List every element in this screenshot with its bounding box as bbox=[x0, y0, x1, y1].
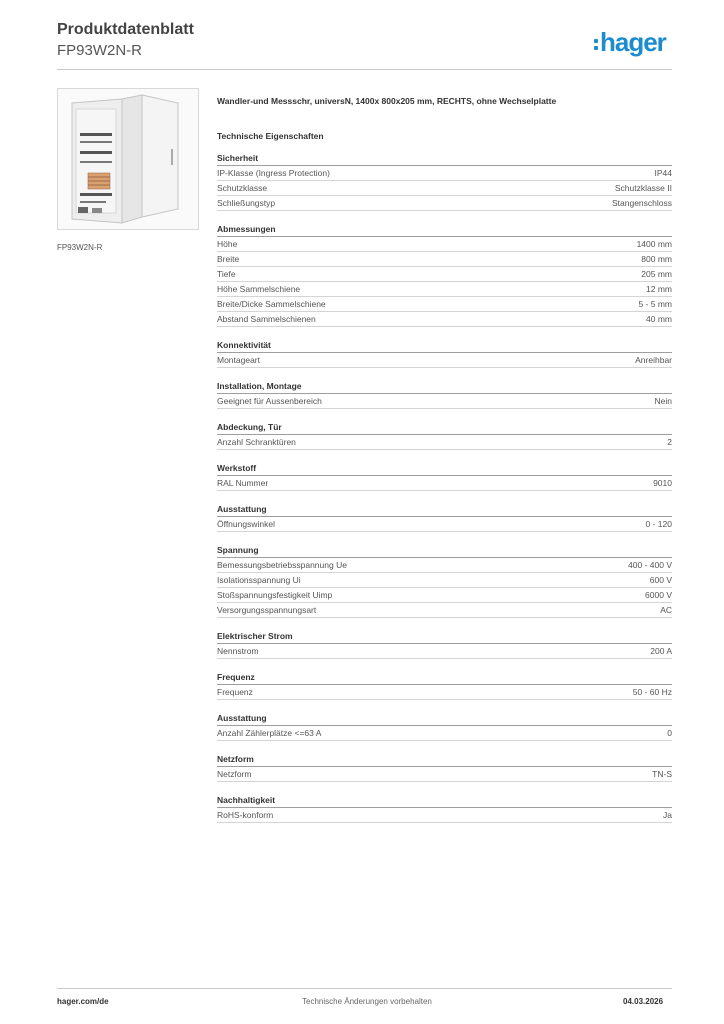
property-label: Frequenz bbox=[217, 687, 253, 697]
property-row bbox=[217, 196, 672, 211]
group-title: Spannung bbox=[217, 544, 672, 558]
property-label: Breite bbox=[217, 254, 240, 264]
property-row bbox=[217, 435, 672, 450]
property-value: Stangenschloss bbox=[611, 198, 672, 208]
property-row bbox=[217, 573, 672, 588]
property-group bbox=[217, 339, 672, 368]
group-title: Abmessungen bbox=[217, 223, 672, 237]
property-group bbox=[217, 380, 672, 409]
property-value: 9010 bbox=[653, 478, 672, 488]
property-value: 6000 V bbox=[645, 590, 672, 600]
property-group bbox=[217, 223, 672, 327]
logo-dots-icon bbox=[594, 39, 598, 50]
property-value: 800 mm bbox=[641, 254, 672, 264]
property-label: Isolationsspannung Ui bbox=[217, 575, 301, 585]
property-row bbox=[217, 588, 672, 603]
product-code: FP93W2N-R bbox=[57, 42, 143, 59]
property-label: Geeignet für Aussenbereich bbox=[217, 396, 322, 406]
property-value: 600 V bbox=[649, 575, 672, 585]
property-value: 0 bbox=[667, 728, 672, 738]
property-row bbox=[217, 353, 672, 368]
property-value: 2 bbox=[667, 437, 672, 447]
property-group bbox=[217, 421, 672, 450]
page-title: Produktdatenblatt bbox=[57, 21, 194, 38]
property-row bbox=[217, 237, 672, 252]
image-caption: FP93W2N-R bbox=[57, 243, 103, 252]
property-row bbox=[217, 181, 672, 196]
property-label: Öffnungswinkel bbox=[217, 519, 275, 529]
property-groups bbox=[217, 152, 672, 823]
cabinet-illustration-icon bbox=[58, 89, 198, 229]
property-label: Versorgungsspannungsart bbox=[217, 605, 317, 615]
property-label: Netzform bbox=[217, 769, 252, 779]
property-group bbox=[217, 794, 672, 823]
property-row bbox=[217, 267, 672, 282]
group-title: Abdeckung, Tür bbox=[217, 421, 672, 435]
property-value: 50 - 60 Hz bbox=[632, 687, 672, 697]
property-group bbox=[217, 462, 672, 491]
property-label: Tiefe bbox=[217, 269, 236, 279]
header-divider bbox=[57, 69, 672, 70]
property-value: Ja bbox=[663, 810, 672, 820]
footer-website-link[interactable]: hager.com/de bbox=[57, 997, 109, 1006]
group-title: Elektrischer Strom bbox=[217, 630, 672, 644]
property-label: Schließungstyp bbox=[217, 198, 276, 208]
property-row bbox=[217, 767, 672, 782]
property-label: Montageart bbox=[217, 355, 260, 365]
property-value: 205 mm bbox=[641, 269, 672, 279]
group-title: Nachhaltigkeit bbox=[217, 794, 672, 808]
property-label: Schutzklasse bbox=[217, 183, 268, 193]
property-value: Anreihbar bbox=[635, 355, 672, 365]
group-title: Ausstattung bbox=[217, 503, 672, 517]
property-row bbox=[217, 808, 672, 823]
property-label: Nennstrom bbox=[217, 646, 259, 656]
property-row bbox=[217, 558, 672, 573]
group-title: Werkstoff bbox=[217, 462, 672, 476]
property-value: 0 - 120 bbox=[645, 519, 672, 529]
property-label: Stoßspannungsfestigkeit Uimp bbox=[217, 590, 333, 600]
property-value: AC bbox=[660, 605, 672, 615]
logo-text: hager bbox=[600, 27, 666, 57]
property-label: Anzahl Zählerplätze <=63 A bbox=[217, 728, 322, 738]
property-value: TN-S bbox=[652, 769, 672, 779]
property-group bbox=[217, 712, 672, 741]
property-value: Nein bbox=[654, 396, 672, 406]
group-title: Frequenz bbox=[217, 671, 672, 685]
property-group bbox=[217, 503, 672, 532]
electrical-cabinet-image bbox=[57, 88, 199, 230]
property-row bbox=[217, 603, 672, 618]
footer-divider bbox=[57, 988, 672, 989]
group-title: Sicherheit bbox=[217, 152, 672, 166]
footer-notice: Technische Änderungen vorbehalten bbox=[302, 997, 432, 1006]
property-group bbox=[217, 152, 672, 211]
property-value: 200 A bbox=[650, 646, 672, 656]
property-row bbox=[217, 312, 672, 327]
property-group bbox=[217, 544, 672, 618]
property-value: 40 mm bbox=[646, 314, 672, 324]
property-row bbox=[217, 297, 672, 312]
property-group bbox=[217, 671, 672, 700]
property-label: RoHS-konform bbox=[217, 810, 274, 820]
property-row bbox=[217, 282, 672, 297]
group-title: Ausstattung bbox=[217, 712, 672, 726]
property-row bbox=[217, 726, 672, 741]
property-value: 1400 mm bbox=[636, 239, 672, 249]
hager-logo[interactable] bbox=[594, 28, 666, 56]
property-group bbox=[217, 753, 672, 782]
property-value: 12 mm bbox=[646, 284, 672, 294]
footer-date: 04.03.2026 bbox=[623, 997, 664, 1006]
property-row bbox=[217, 685, 672, 700]
property-label: IP-Klasse (Ingress Protection) bbox=[217, 168, 330, 178]
property-row bbox=[217, 394, 672, 409]
property-group bbox=[217, 630, 672, 659]
property-row bbox=[217, 644, 672, 659]
property-label: Höhe bbox=[217, 239, 238, 249]
property-value: Schutzklasse II bbox=[614, 183, 672, 193]
group-title: Installation, Montage bbox=[217, 380, 672, 394]
property-label: RAL Nummer bbox=[217, 478, 269, 488]
property-label: Breite/Dicke Sammelschiene bbox=[217, 299, 326, 309]
property-label: Höhe Sammelschiene bbox=[217, 284, 301, 294]
property-row bbox=[217, 476, 672, 491]
product-details bbox=[217, 96, 672, 823]
group-title: Konnektivität bbox=[217, 339, 672, 353]
product-description: Wandler-und Messschr, universN, 1400x 800x205 mm, RECHTS, ohne Wechselplatte bbox=[217, 96, 557, 106]
group-title: Netzform bbox=[217, 753, 672, 767]
property-row bbox=[217, 517, 672, 532]
property-label: Anzahl Schranktüren bbox=[217, 437, 296, 447]
property-row bbox=[217, 166, 672, 181]
property-value: 5 - 5 mm bbox=[638, 299, 672, 309]
technical-properties-heading: Technische Eigenschaften bbox=[217, 131, 324, 141]
property-value: 400 - 400 V bbox=[628, 560, 672, 570]
property-row bbox=[217, 252, 672, 267]
property-label: Abstand Sammelschienen bbox=[217, 314, 316, 324]
property-label: Bemessungsbetriebsspannung Ue bbox=[217, 560, 347, 570]
property-value: IP44 bbox=[654, 168, 672, 178]
